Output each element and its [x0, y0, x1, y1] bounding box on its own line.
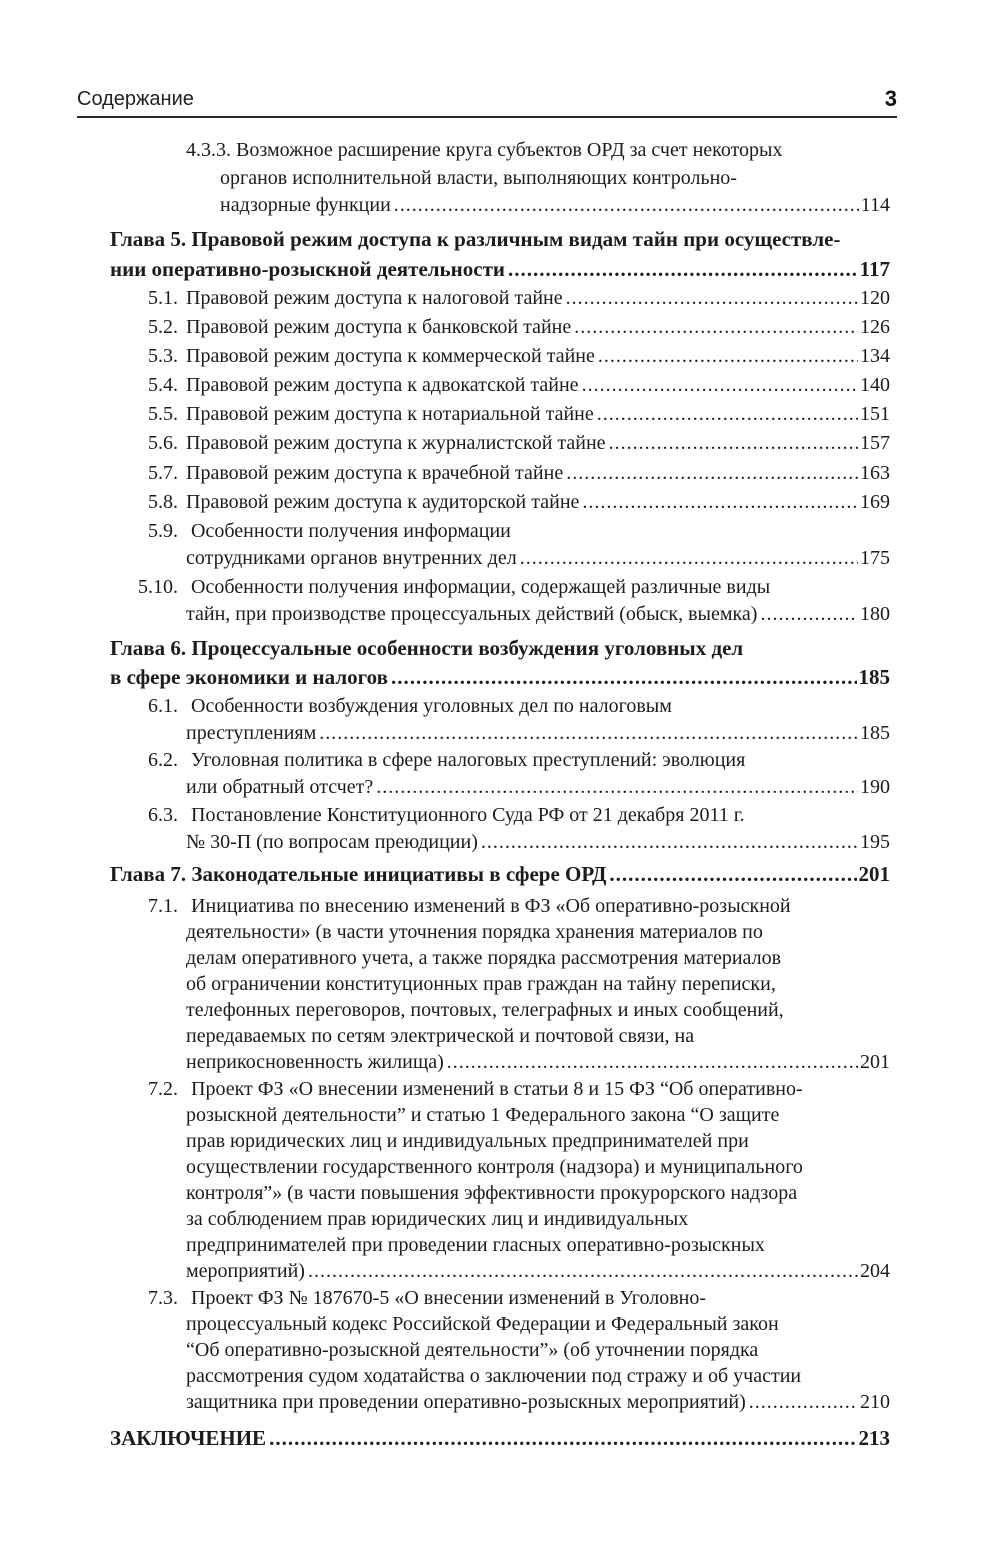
toc-entry-6-1-last-line[interactable] [186, 720, 890, 746]
entry-page-number: 169 [860, 491, 890, 513]
entry-page-number: 175 [860, 547, 890, 569]
entry-title-line: надзорные функции [220, 194, 391, 216]
entry-title: Правовой режим доступа к коммерческой тайне [186, 345, 595, 367]
entry-number: 6.2. [148, 749, 178, 771]
dot-leader [566, 460, 858, 486]
entry-title-line: тайн, при производстве процессуальных действий (обыск, выемка) [186, 603, 758, 625]
entry-title: Правовой режим доступа к аудиторской тайне [186, 491, 580, 513]
dot-leader [447, 1049, 858, 1075]
entry-title-line: телефонных переговоров, почтовых, телеграфных и иных сообщений, [186, 999, 784, 1021]
toc-entry-7-2[interactable] [148, 1076, 803, 1102]
entry-number: 7.3. [148, 1287, 178, 1309]
chapter-5-entry[interactable] [110, 256, 890, 282]
entry-page-number: 120 [860, 287, 890, 309]
toc-entry-5-9[interactable] [148, 518, 511, 544]
entry-page-number: 151 [860, 403, 890, 425]
entry-page-number: 134 [860, 345, 890, 367]
chapter-6-title[interactable]: Глава 6. Процессуальные особенности возбуждения уголовных дел [110, 636, 744, 660]
toc-entry-6-1[interactable] [148, 693, 672, 719]
entry-page-number: 213 [858, 1426, 890, 1450]
page-number: 3 [884, 86, 897, 111]
entry-page-number: 126 [860, 316, 890, 338]
entry-title-line: делам оперативного учета, а также порядка рассмотрения материалов [186, 947, 782, 969]
entry-title: Правовой режим доступа к журналистской тайне [186, 432, 606, 454]
entry-title: Правовой режим доступа к адвокатской тайне [186, 374, 579, 396]
conclusion-entry[interactable] [110, 1425, 890, 1451]
entry-title-line: деятельности» (в части уточнения порядка хранения материалов по [186, 921, 763, 943]
dot-leader [508, 256, 858, 282]
entry-page-number: 210 [860, 1391, 890, 1413]
entry-title-line: или обратный отсчет? [186, 776, 374, 798]
dot-leader [574, 314, 858, 340]
toc-entry-7-1[interactable] [148, 893, 791, 919]
entry-title-line: Глава 7. Законодательные инициативы в сфере ОРД [110, 862, 607, 886]
toc-entry-5-10[interactable] [138, 574, 770, 600]
entry-title-line: Проект ФЗ № 187670-5 «О внесении изменений в Уголовно- [191, 1287, 707, 1309]
toc-entry-5-7[interactable] [148, 460, 890, 486]
toc-entry-7-1-last-line[interactable] [186, 1049, 890, 1075]
entry-title-line: преступлениям [186, 722, 317, 744]
toc-entry-5-10-last-line[interactable] [186, 601, 890, 627]
entry-title-line: Особенности получения информации, содержащей различные виды [191, 576, 771, 598]
entry-title-line: в сфере экономики и налогов [110, 665, 388, 689]
entry-title: Правовой режим доступа к банковской тайне [186, 316, 572, 338]
toc-entry-5-4[interactable] [148, 372, 890, 398]
toc-entry-4-3-3-last-line[interactable] [220, 192, 890, 218]
toc-entry-5-1[interactable] [148, 285, 890, 311]
entry-page-number: 204 [860, 1260, 890, 1282]
entry-title: ЗАКЛЮЧЕНИЕ [110, 1426, 267, 1450]
entry-page-number: 140 [860, 374, 890, 396]
running-title: Содержание [77, 88, 194, 110]
entry-page-number: 163 [860, 462, 890, 484]
toc-entry-7-3-last-line[interactable] [186, 1389, 890, 1415]
toc-entry-5-6[interactable] [148, 430, 890, 456]
chapter-6-entry[interactable] [110, 664, 890, 690]
dot-leader [597, 401, 858, 427]
chapter-5-title[interactable]: Глава 5. Правовой режим доступа к различным видам тайн при осуществле- [110, 227, 841, 251]
entry-number: 5.8. [148, 491, 178, 513]
dot-leader [520, 545, 858, 571]
entry-number: 7.1. [148, 895, 178, 917]
entry-page-number: 185 [860, 722, 890, 744]
entry-number: 5.7. [148, 462, 178, 484]
entry-title-line: нии оперативно-розыскной деятельности [110, 257, 506, 281]
entry-title-line: Проект ФЗ «О внесении изменений в статьи 8 и 15 ФЗ “Об оперативно- [191, 1078, 803, 1100]
dot-leader [582, 489, 858, 515]
dot-leader [394, 192, 859, 218]
entry-title-line: № 30-П (по вопросам преюдиции) [186, 831, 478, 853]
entry-number: 5.5. [148, 403, 178, 425]
toc-entry-7-3[interactable] [148, 1285, 706, 1311]
entry-title: Правовой режим доступа к налоговой тайне [186, 287, 563, 309]
entry-title-line: за соблюдением прав юридических лиц и индивидуальных [186, 1208, 689, 1230]
entry-title-line: предпринимателей при проведении гласных оперативно-розыскных [186, 1234, 765, 1256]
entry-title-line: прав юридических лиц и индивидуальных предпринимателей при [186, 1130, 749, 1152]
entry-number: 6.3. [148, 804, 178, 826]
entry-title-line: контроля”» (в части повышения эффективности прокурорского надзора [186, 1182, 798, 1204]
entry-title-line: процессуальный кодекс Российской Федерации и Федеральный закон [186, 1313, 779, 1335]
dot-leader [308, 1258, 858, 1284]
entry-title-line: Инициатива по внесению изменений в ФЗ «Об оперативно-розыскной [191, 895, 791, 917]
toc-entry-7-2-last-line[interactable] [186, 1258, 890, 1284]
entry-title: Правовой режим доступа к нотариальной тайне [186, 403, 594, 425]
entry-title-line: осуществлении государственного контроля (надзора) и муниципального [186, 1156, 803, 1178]
dot-leader [391, 664, 857, 690]
entry-title-line: неприкосновенность жилища) [186, 1051, 444, 1073]
entry-title-line: передаваемых по сетям электрической и почтовой связи, на [186, 1025, 695, 1047]
entry-title-line: Уголовная политика в сфере налоговых преступлений: эволюция [191, 749, 746, 771]
toc-entry-6-3[interactable] [148, 802, 745, 828]
entry-number: 5.2. [148, 316, 178, 338]
dot-leader [582, 372, 858, 398]
toc-entry-6-2[interactable] [148, 747, 745, 773]
entry-page-number: 185 [858, 665, 890, 689]
dot-leader [598, 343, 858, 369]
entry-number: 4.3.3. [186, 139, 231, 161]
toc-entry-5-5[interactable] [148, 401, 890, 427]
entry-number: 5.9. [148, 520, 178, 542]
entry-title-line: Постановление Конституционного Суда РФ от 21 декабря 2011 г. [191, 804, 745, 826]
toc-entry-5-9-last-line[interactable] [186, 545, 890, 571]
entry-page-number: 195 [860, 831, 890, 853]
dot-leader [269, 1425, 856, 1451]
toc-entry-6-3-last-line[interactable] [186, 829, 890, 855]
entry-title-line: Возможное расширение круга субъектов ОРД за счет некоторых [236, 139, 783, 161]
dot-leader [609, 430, 858, 456]
toc-entry-5-8[interactable] [148, 489, 890, 515]
entry-page-number: 157 [860, 432, 890, 454]
dot-leader [376, 774, 858, 800]
entry-number: 5.3. [148, 345, 178, 367]
entry-number: 7.2. [148, 1078, 178, 1100]
toc-entry-6-2-last-line[interactable] [186, 774, 890, 800]
entry-page-number: 201 [860, 1051, 890, 1073]
entry-title-line: органов исполнительной власти, выполняющих контрольно- [220, 167, 737, 189]
running-header [77, 86, 897, 118]
toc-entry-5-2[interactable] [148, 314, 890, 340]
toc-entry-4-3-3[interactable] [186, 137, 783, 163]
entry-number: 5.6. [148, 432, 178, 454]
toc-entry-5-3[interactable] [148, 343, 890, 369]
entry-number: 5.1. [148, 287, 178, 309]
entry-title-line: защитника при проведении оперативно-розыскных мероприятий) [186, 1391, 746, 1413]
chapter-7-entry[interactable] [110, 861, 890, 887]
entry-title-line: “Об оперативно-розыскной деятельности”» (об уточнении порядка [186, 1339, 759, 1361]
dot-leader [609, 861, 856, 887]
entry-page-number: 114 [860, 194, 890, 216]
entry-title-line: сотрудниками органов внутренних дел [186, 547, 517, 569]
dot-leader [760, 601, 858, 627]
entry-title-line: Особенности возбуждения уголовных дел по налоговым [191, 695, 672, 717]
entry-title-line: об ограничении конституционных прав граждан на тайну переписки, [186, 973, 776, 995]
entry-number: 5.4. [148, 374, 178, 396]
entry-page-number: 180 [860, 603, 890, 625]
entry-title-line: рассмотрения судом ходатайства о заключении под стражу и об участии [186, 1365, 802, 1387]
dot-leader [481, 829, 858, 855]
dot-leader [749, 1389, 858, 1415]
entry-page-number: 117 [859, 257, 890, 281]
entry-title: Правовой режим доступа к врачебной тайне [186, 462, 564, 484]
entry-title-line: розыскной деятельности” и статью 1 Федерального закона “О защите [186, 1104, 780, 1126]
dot-leader [566, 285, 858, 311]
entry-title-line: Особенности получения информации [191, 520, 511, 542]
entry-number: 6.1. [148, 695, 178, 717]
entry-page-number: 190 [860, 776, 890, 798]
entry-title-line: мероприятий) [186, 1260, 305, 1282]
entry-number: 5.10. [138, 576, 178, 598]
dot-leader [319, 720, 858, 746]
entry-page-number: 201 [858, 862, 890, 886]
